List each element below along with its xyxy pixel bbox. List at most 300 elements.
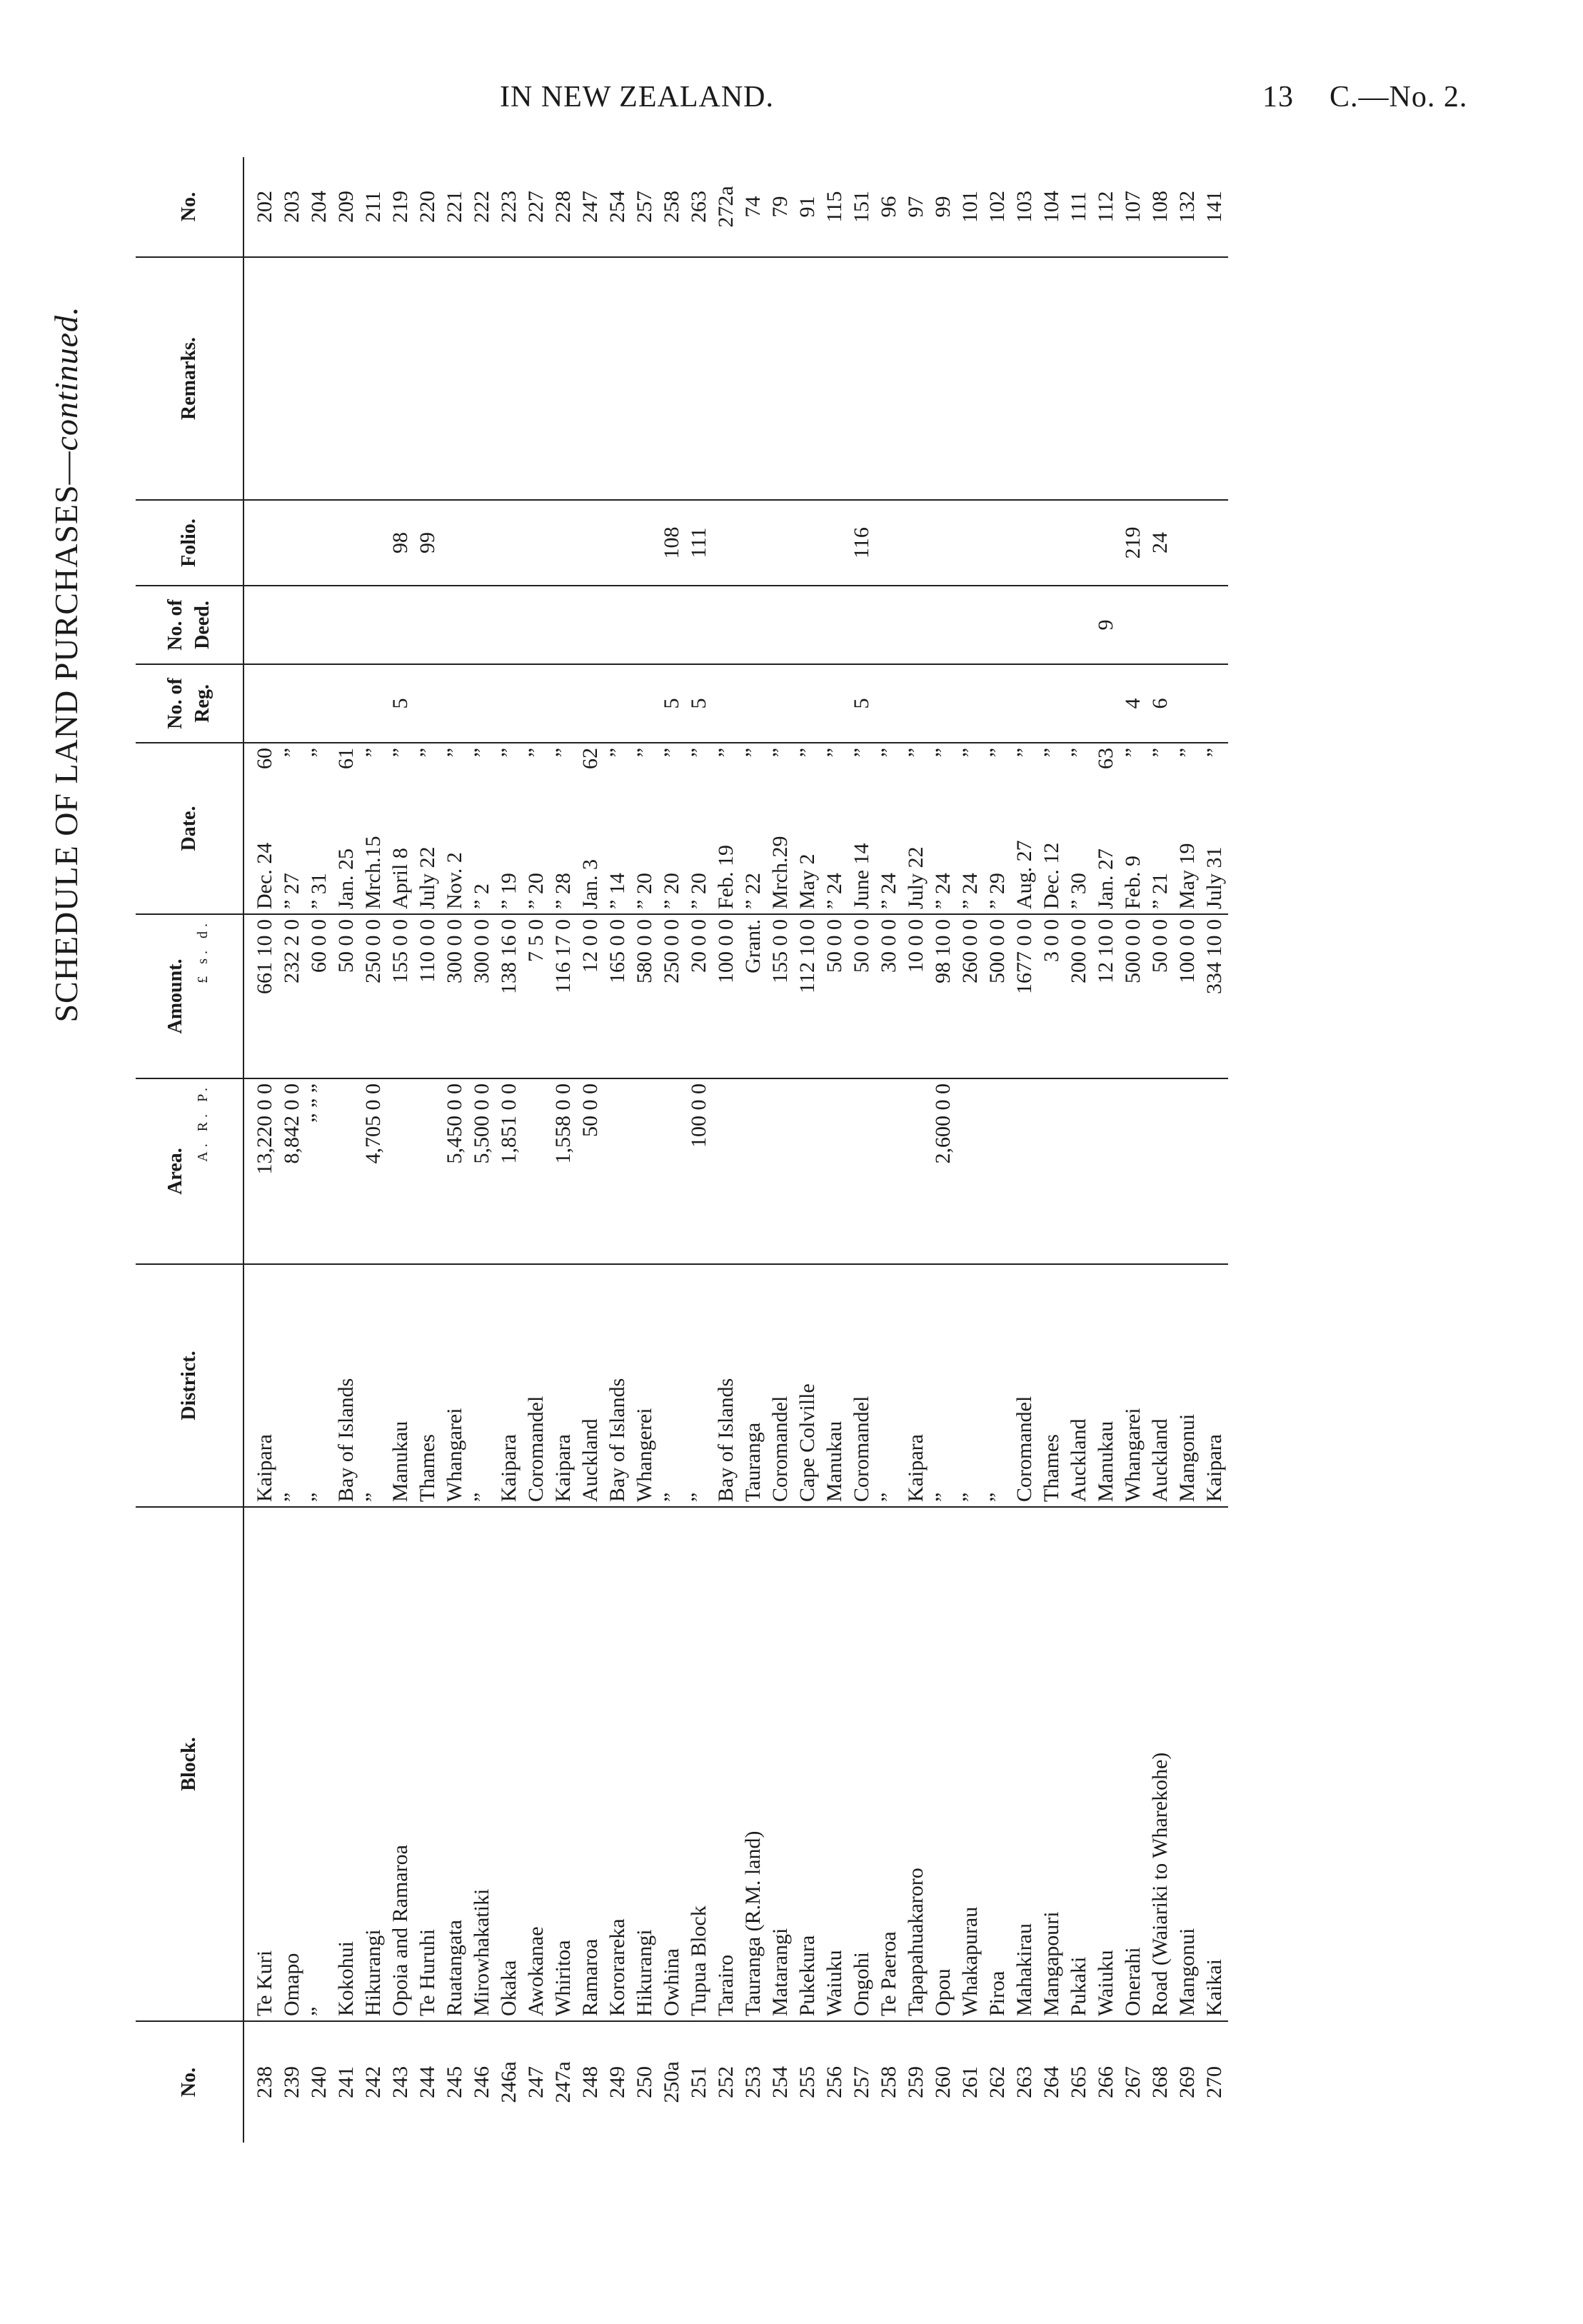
cell-amount: 155 0 0 [767, 914, 794, 1078]
cell-district: Kaipara [903, 1264, 930, 1507]
cell-date [604, 743, 631, 914]
date-day: July 22 [416, 846, 439, 909]
cell-no2: 257 [631, 157, 658, 257]
date-year: ” [795, 748, 819, 758]
cell-amount: 250 0 0 [360, 914, 387, 1078]
date-year: ” [1175, 748, 1199, 758]
cell-deed [1011, 586, 1038, 664]
cell-folio [631, 500, 658, 586]
date-year: ” [958, 748, 982, 758]
cell-remarks [848, 257, 875, 500]
date-year: 61 [334, 748, 358, 769]
cell-no2: 151 [848, 157, 875, 257]
cell-district: Coromandel [1011, 1264, 1038, 1507]
table-row [685, 157, 713, 2143]
cell-no: 249 [605, 2066, 629, 2098]
cell-block: Te Paeroa [875, 1507, 903, 2021]
cell-deed [685, 586, 713, 664]
table-row [604, 157, 631, 2143]
cell-amount: 500 0 0 [1120, 914, 1147, 1078]
cell-deed [243, 586, 278, 664]
date-year: ” [1067, 748, 1090, 758]
cell-no: 259 [904, 2066, 928, 2098]
cell-date [821, 743, 848, 914]
cell-amount: 200 0 0 [1065, 914, 1092, 1078]
cell-date [1011, 743, 1038, 914]
cell-block: Matarangi [767, 1507, 794, 2021]
cell-no: 243 [388, 2066, 412, 2098]
table-row [658, 157, 685, 2143]
cell-block: Opou [930, 1507, 957, 2021]
page-number: 13 [1262, 81, 1294, 114]
cell-no2: 79 [767, 157, 794, 257]
table-row [1201, 157, 1228, 2143]
table-header-row [136, 157, 243, 2143]
cell-deed [930, 586, 957, 664]
cell-no: 251 [687, 2066, 710, 2098]
cell-block: Kororareka [604, 1507, 631, 2021]
cell-block: Whakapurau [957, 1507, 984, 2021]
cell-area: 1,558 0 0 [550, 1078, 577, 1264]
cell-district: ” [306, 1264, 333, 1507]
cell-remarks [658, 257, 685, 500]
cell-reg [414, 664, 441, 743]
cell-reg [1201, 664, 1228, 743]
table-row [984, 157, 1011, 2143]
cell-amount: 98 10 0 [930, 914, 957, 1078]
page-header [0, 80, 1583, 123]
cell-date [713, 743, 740, 914]
date-day: Jan. 25 [334, 848, 358, 909]
cell-deed [496, 586, 523, 664]
cell-district: ” [957, 1264, 984, 1507]
cell-date [414, 743, 441, 914]
date-year: ” [280, 748, 303, 758]
cell-folio [930, 500, 957, 586]
cell-no2: 211 [360, 157, 387, 257]
title-main: SCHEDULE OF LAND PURCHASES— [48, 451, 84, 1023]
cell-folio [1038, 500, 1065, 586]
cell-reg [360, 664, 387, 743]
cell-no: 255 [795, 2066, 819, 2098]
cell-reg: 4 [1120, 664, 1147, 743]
date-year: ” [497, 748, 521, 758]
cell-block: Okaka [496, 1507, 523, 2021]
date-year: ” [1202, 748, 1226, 758]
cell-folio: 24 [1147, 500, 1174, 586]
cell-folio [1201, 500, 1228, 586]
cell-remarks [387, 257, 414, 500]
cell-area [631, 1078, 658, 1264]
cell-folio [903, 500, 930, 586]
table-row [278, 157, 306, 2143]
cell-no: 266 [1094, 2066, 1117, 2098]
cell-date [278, 743, 306, 914]
cell-remarks [604, 257, 631, 500]
amount-units: £ s. d. [195, 919, 211, 983]
cell-date [1147, 743, 1174, 914]
table-row [523, 157, 550, 2143]
cell-deed [984, 586, 1011, 664]
cell-remarks [333, 257, 360, 500]
cell-no2: 258 [658, 157, 685, 257]
cell-no2: 111 [1065, 157, 1092, 257]
cell-folio: 98 [387, 500, 414, 586]
date-day: June 14 [850, 843, 873, 909]
date-year: ” [985, 748, 1009, 758]
cell-reg [441, 664, 468, 743]
cell-folio [577, 500, 604, 586]
cell-district: Tauranga [740, 1264, 767, 1507]
cell-folio [1174, 500, 1201, 586]
cell-reg [930, 664, 957, 743]
cell-amount: 250 0 0 [658, 914, 685, 1078]
date-day: Feb. 19 [714, 845, 738, 909]
cell-date [903, 743, 930, 914]
cell-amount: 12 10 0 [1092, 914, 1120, 1078]
cell-no: 262 [985, 2066, 1009, 2098]
cell-no2: 219 [387, 157, 414, 257]
col-header-deed: No. of Deed. [136, 586, 243, 664]
cell-date [848, 743, 875, 914]
cell-district: Bay of Islands [713, 1264, 740, 1507]
cell-reg [767, 664, 794, 743]
cell-block: Hikurangi [360, 1507, 387, 2021]
cell-date [550, 743, 577, 914]
cell-no: 240 [307, 2066, 331, 2098]
cell-block: Mangapouri [1038, 1507, 1065, 2021]
cell-area [333, 1078, 360, 1264]
cell-folio [767, 500, 794, 586]
cell-folio: 108 [658, 500, 685, 586]
date-day: Mrch.15 [361, 836, 385, 909]
cell-deed [278, 586, 306, 664]
cell-folio: 111 [685, 500, 713, 586]
cell-remarks [1174, 257, 1201, 500]
cell-no2: 220 [414, 157, 441, 257]
cell-remarks [930, 257, 957, 500]
cell-folio [957, 500, 984, 586]
land-purchases-table [136, 157, 1228, 2143]
cell-deed [550, 586, 577, 664]
cell-date [1038, 743, 1065, 914]
cell-no2: 227 [523, 157, 550, 257]
cell-folio: 99 [414, 500, 441, 586]
cell-reg [604, 664, 631, 743]
cell-remarks [740, 257, 767, 500]
cell-amount: 232 2 0 [278, 914, 306, 1078]
cell-district: Coromandel [767, 1264, 794, 1507]
table-row [414, 157, 441, 2143]
cell-deed [875, 586, 903, 664]
cell-date [360, 743, 387, 914]
cell-no2: 203 [278, 157, 306, 257]
col-header-remarks: Remarks. [136, 257, 243, 500]
cell-date [984, 743, 1011, 914]
table-row [306, 157, 333, 2143]
date-day: Aug. 27 [1012, 840, 1036, 909]
date-day: May 2 [795, 853, 819, 909]
cell-block: Tarairo [713, 1507, 740, 2021]
cell-district: ” [658, 1264, 685, 1507]
col-header-area [136, 1078, 243, 1264]
cell-no: 242 [361, 2066, 385, 2098]
cell-reg [957, 664, 984, 743]
cell-remarks [1092, 257, 1120, 500]
cell-deed [767, 586, 794, 664]
cell-deed [1147, 586, 1174, 664]
cell-reg [1011, 664, 1038, 743]
cell-reg [631, 664, 658, 743]
cell-deed [306, 586, 333, 664]
cell-deed [1174, 586, 1201, 664]
cell-folio [984, 500, 1011, 586]
cell-reg: 5 [685, 664, 713, 743]
cell-no: 269 [1175, 2066, 1199, 2098]
cell-folio [713, 500, 740, 586]
col-header-reg: No. of Reg. [136, 664, 243, 743]
date-day: Feb. 9 [1121, 856, 1145, 909]
table-row [957, 157, 984, 2143]
cell-district: ” [875, 1264, 903, 1507]
cell-area [387, 1078, 414, 1264]
cell-remarks [984, 257, 1011, 500]
cell-no2: 97 [903, 157, 930, 257]
cell-no: 245 [443, 2066, 466, 2098]
cell-remarks [1011, 257, 1038, 500]
cell-amount: 300 0 0 [441, 914, 468, 1078]
cell-folio [306, 500, 333, 586]
col-header-no2: No. [136, 157, 243, 257]
cell-reg [550, 664, 577, 743]
cell-remarks [278, 257, 306, 500]
cell-no: 253 [741, 2066, 765, 2098]
cell-no2: 99 [930, 157, 957, 257]
cell-no2: 254 [604, 157, 631, 257]
cell-amount: 100 0 0 [1174, 914, 1201, 1078]
cell-district: Auckland [1065, 1264, 1092, 1507]
table-row [333, 157, 360, 2143]
cell-amount: 112 10 0 [794, 914, 821, 1078]
cell-folio [468, 500, 496, 586]
cell-date [243, 743, 278, 914]
cell-date [767, 743, 794, 914]
date-year: ” [687, 748, 710, 758]
cell-remarks [306, 257, 333, 500]
cell-no2: 115 [821, 157, 848, 257]
cell-folio [523, 500, 550, 586]
cell-remarks [414, 257, 441, 500]
cell-block: Waiuku [1092, 1507, 1120, 2021]
cell-remarks [957, 257, 984, 500]
cell-remarks [496, 257, 523, 500]
cell-area [984, 1078, 1011, 1264]
cell-block: Ongohi [848, 1507, 875, 2021]
cell-remarks [550, 257, 577, 500]
cell-folio [550, 500, 577, 586]
cell-amount: 260 0 0 [957, 914, 984, 1078]
cell-no2: 202 [243, 157, 278, 257]
date-year: 63 [1094, 748, 1117, 769]
cell-deed [658, 586, 685, 664]
cell-folio [333, 500, 360, 586]
cell-folio [794, 500, 821, 586]
table-row [360, 157, 387, 2143]
cell-area: 2,600 0 0 [930, 1078, 957, 1264]
cell-no2: 107 [1120, 157, 1147, 257]
cell-no2: 221 [441, 157, 468, 257]
cell-district: ” [360, 1264, 387, 1507]
cell-block: Road (Waiariki to Wharekohe) [1147, 1507, 1174, 2021]
cell-date [577, 743, 604, 914]
cell-reg [243, 664, 278, 743]
cell-remarks [1147, 257, 1174, 500]
table-row [1147, 157, 1174, 2143]
cell-district: Cape Colville [794, 1264, 821, 1507]
date-year: ” [307, 748, 331, 758]
cell-reg: 6 [1147, 664, 1174, 743]
cell-no2: 101 [957, 157, 984, 257]
cell-no: 265 [1067, 2066, 1090, 2098]
cell-district: Manukau [387, 1264, 414, 1507]
cell-area [1201, 1078, 1228, 1264]
cell-district: Coromandel [523, 1264, 550, 1507]
cell-date [387, 743, 414, 914]
date-day: Dec. 24 [253, 842, 276, 909]
cell-reg [577, 664, 604, 743]
cell-no2: 102 [984, 157, 1011, 257]
cell-amount: 138 16 0 [496, 914, 523, 1078]
cell-area: 8,842 0 0 [278, 1078, 306, 1264]
cell-area [713, 1078, 740, 1264]
date-day: Nov. 2 [443, 852, 466, 909]
cell-area: 50 0 0 [577, 1078, 604, 1264]
date-day: Jan. 27 [1094, 848, 1117, 909]
cell-no: 250 [633, 2066, 656, 2098]
cell-reg: 5 [387, 664, 414, 743]
cell-date [1065, 743, 1092, 914]
date-year: ” [443, 748, 466, 758]
date-year: ” [714, 748, 738, 758]
cell-district: ” [984, 1264, 1011, 1507]
cell-remarks [468, 257, 496, 500]
date-year: ” [524, 748, 548, 758]
cell-area [957, 1078, 984, 1264]
cell-reg [713, 664, 740, 743]
cell-no: 254 [768, 2066, 792, 2098]
cell-no: 267 [1121, 2066, 1145, 2098]
cell-amount: 500 0 0 [984, 914, 1011, 1078]
table-row [930, 157, 957, 2143]
cell-remarks [794, 257, 821, 500]
table-row [794, 157, 821, 2143]
cell-amount: 155 0 0 [387, 914, 414, 1078]
date-day: ” 24 [958, 873, 982, 909]
cell-district: ” [468, 1264, 496, 1507]
running-head: IN NEW ZEALAND. [500, 81, 774, 114]
date-day: May 19 [1175, 843, 1199, 909]
area-units: A. R. P. [195, 1083, 211, 1162]
date-year: ” [361, 748, 385, 758]
cell-no2: 204 [306, 157, 333, 257]
cell-area: 1,851 0 0 [496, 1078, 523, 1264]
cell-block: Tupua Block [685, 1507, 713, 2021]
cell-folio [1011, 500, 1038, 586]
cell-district: Kaipara [496, 1264, 523, 1507]
cell-amount: 1677 0 0 [1011, 914, 1038, 1078]
cell-date [685, 743, 713, 914]
cell-reg [306, 664, 333, 743]
table-row [767, 157, 794, 2143]
cell-block: Waiuku [821, 1507, 848, 2021]
cell-area [821, 1078, 848, 1264]
cell-remarks [1120, 257, 1147, 500]
table-container [136, 157, 1307, 2143]
date-day: Jan. 3 [578, 859, 602, 909]
cell-block: Mirowhakatiki [468, 1507, 496, 2021]
cell-no: 258 [877, 2066, 900, 2098]
cell-no: 246 [470, 2066, 493, 2098]
table-row [1092, 157, 1120, 2143]
cell-area [1120, 1078, 1147, 1264]
cell-date [306, 743, 333, 914]
table-row [468, 157, 496, 2143]
cell-date [930, 743, 957, 914]
cell-area [794, 1078, 821, 1264]
cell-reg [821, 664, 848, 743]
date-year: 60 [253, 748, 276, 769]
cell-deed [848, 586, 875, 664]
cell-district: Auckland [1147, 1264, 1174, 1507]
cell-amount: 116 17 0 [550, 914, 577, 1078]
cell-no2: 223 [496, 157, 523, 257]
cell-no2: 132 [1174, 157, 1201, 257]
cell-reg [468, 664, 496, 743]
cell-folio [740, 500, 767, 586]
cell-no2: 141 [1201, 157, 1228, 257]
cell-folio: 116 [848, 500, 875, 586]
cell-block: Onerahi [1120, 1507, 1147, 2021]
cell-amount: 7 5 0 [523, 914, 550, 1078]
cell-block: Hikurangi [631, 1507, 658, 2021]
cell-date [333, 743, 360, 914]
cell-folio [604, 500, 631, 586]
cell-date [523, 743, 550, 914]
cell-reg: 5 [658, 664, 685, 743]
table-row [1065, 157, 1092, 2143]
cell-district: Kaipara [1201, 1264, 1228, 1507]
cell-amount: 661 10 0 [243, 914, 278, 1078]
cell-deed [740, 586, 767, 664]
table-body [243, 157, 1228, 2143]
cell-reg [278, 664, 306, 743]
cell-no2: 74 [740, 157, 767, 257]
cell-no2: 247 [577, 157, 604, 257]
date-day: Dec. 12 [1040, 842, 1063, 909]
table-row [496, 157, 523, 2143]
cell-district: Coromandel [848, 1264, 875, 1507]
date-day: ” 31 [307, 873, 331, 909]
cell-no: 250a [660, 2061, 683, 2103]
cell-deed: 9 [1092, 586, 1120, 664]
cell-block: Tauranga (R.M. land) [740, 1507, 767, 2021]
cell-area [1065, 1078, 1092, 1264]
cell-no: 264 [1040, 2066, 1063, 2098]
cell-folio [243, 500, 278, 586]
cell-deed [713, 586, 740, 664]
cell-date [794, 743, 821, 914]
cell-reg: 5 [848, 664, 875, 743]
